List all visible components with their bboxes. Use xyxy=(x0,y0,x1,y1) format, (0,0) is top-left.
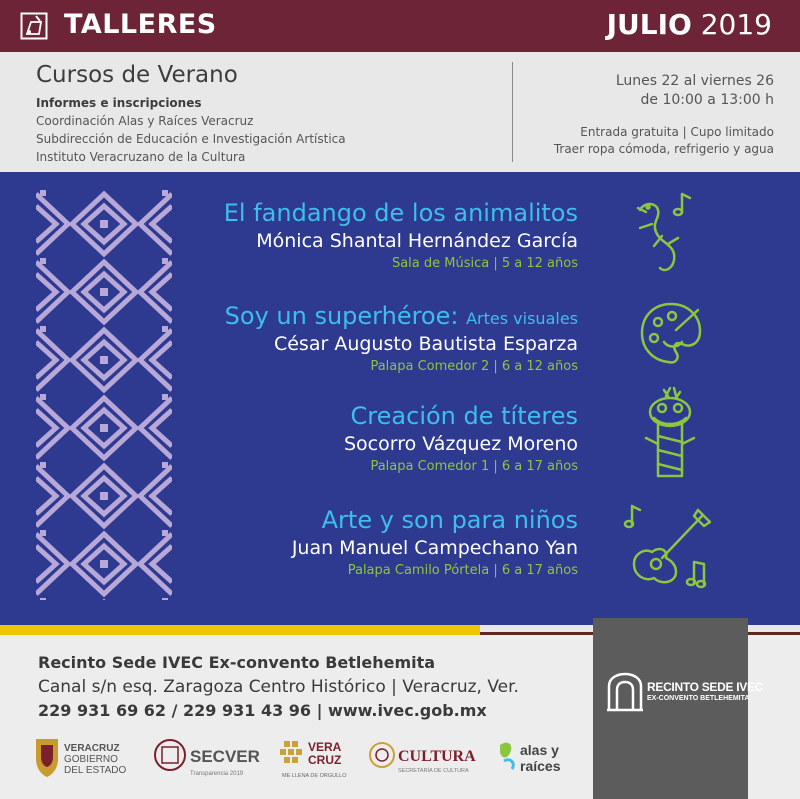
cultura-logo-sub: SECRETARÍA DE CULTURA xyxy=(398,768,469,774)
course-instructor: Mónica Shantal Hernández García xyxy=(256,230,578,252)
course-item xyxy=(292,506,578,578)
course-instructor: Juan Manuel Campechano Yan xyxy=(291,537,578,559)
veracruz-logo-line: VERACRUZ xyxy=(64,743,120,754)
date-heading xyxy=(607,8,772,41)
lizard-icon xyxy=(632,188,698,280)
cultura-logo xyxy=(368,735,490,785)
stripe-yellow xyxy=(0,625,480,635)
course-title: Arte y son para niños xyxy=(321,506,578,534)
year: 2019 xyxy=(700,8,772,41)
veracruz-logo-line: GOBIERNO xyxy=(64,754,118,765)
alas-y-raices-logo xyxy=(496,735,568,785)
note-line: Entrada gratuita | Cupo limitado xyxy=(580,125,774,139)
venue-name: Recinto Sede IVEC Ex-convento Betlehemita xyxy=(38,653,436,672)
recinto-title: RECINTO SEDE IVEC xyxy=(647,680,764,694)
textile-pattern xyxy=(36,190,172,600)
arch-icon xyxy=(607,672,643,712)
course-place: Palapa Comedor 2 | 6 a 12 años xyxy=(370,359,578,374)
course-place: Sala de Música | 5 a 12 años xyxy=(391,256,578,271)
veracruz-logo xyxy=(30,735,134,785)
vera-logo-line: CRUZ xyxy=(308,753,342,767)
veracruz-orgullo-logo xyxy=(278,735,354,785)
schedule xyxy=(616,72,774,110)
organizer-line: Coordinación Alas y Raíces Veracruz xyxy=(36,114,254,128)
course-item xyxy=(225,302,578,374)
month: JULIO xyxy=(606,8,692,41)
course-title-main: Soy un superhéroe: xyxy=(224,302,459,330)
notes xyxy=(554,124,774,158)
venue-address: Canal s/n esq. Zaragoza Centro Histórico | Veracruz, Ver. xyxy=(38,677,519,697)
puppet-icon xyxy=(640,384,700,480)
cultura-logo-text: CULTURA xyxy=(398,748,476,765)
organizer-line: Instituto Veracruzano de la Cultura xyxy=(36,150,246,164)
section-title: TALLERES xyxy=(64,9,217,40)
contact-heading: Informes e inscripciones xyxy=(36,96,202,110)
page-title: Cursos de Verano xyxy=(36,62,238,88)
recinto-subtitle: EX-CONVENTO BETLEHEMITA xyxy=(647,695,750,702)
organizer-line: Subdirección de Educación e Investigación Artística xyxy=(36,132,346,146)
vera-logo-sub: ME LLENA DE ORGULLO xyxy=(282,773,347,779)
course-item xyxy=(344,402,578,474)
note-line: Traer ropa cómoda, refrigerio y agua xyxy=(553,142,774,156)
palette-icon xyxy=(636,298,706,368)
courses-panel xyxy=(0,172,800,625)
course-title xyxy=(225,302,578,330)
secver-logo xyxy=(152,735,270,785)
vera-logo-line: VERA xyxy=(308,740,342,754)
course-instructor: Socorro Vázquez Moreno xyxy=(343,433,578,455)
course-place: Palapa Comedor 1 | 6 a 17 años xyxy=(370,459,578,474)
easel-icon xyxy=(20,12,48,40)
info-section xyxy=(0,52,800,172)
secver-logo-sub: Transparencia 2019 xyxy=(190,771,244,777)
schedule-days: Lunes 22 al viernes 26 xyxy=(615,73,774,89)
schedule-hours: de 10:00 a 13:00 h xyxy=(640,92,774,108)
divider xyxy=(512,62,513,162)
venue-contact: 229 931 69 62 / 229 931 43 96 | www.ivec.gob.mx xyxy=(38,701,487,720)
alas-logo-line: raíces xyxy=(520,758,561,774)
header-bar xyxy=(0,0,800,52)
course-subtitle: Artes visuales xyxy=(466,309,578,328)
veracruz-logo-line: DEL ESTADO xyxy=(64,765,127,776)
guitar-icon xyxy=(622,502,714,598)
course-instructor: César Augusto Bautista Esparza xyxy=(273,333,578,355)
course-title: El fandango de los animalitos xyxy=(223,199,578,227)
secver-logo-text: SECVER xyxy=(190,747,260,766)
recinto-logo-box xyxy=(593,618,764,799)
alas-logo-line: alas y xyxy=(520,742,559,758)
course-title: Creación de títeres xyxy=(350,402,578,430)
course-place: Palapa Camilo Pórtela | 6 a 17 años xyxy=(347,563,578,578)
course-item xyxy=(224,199,578,271)
sponsor-logos xyxy=(30,735,590,787)
